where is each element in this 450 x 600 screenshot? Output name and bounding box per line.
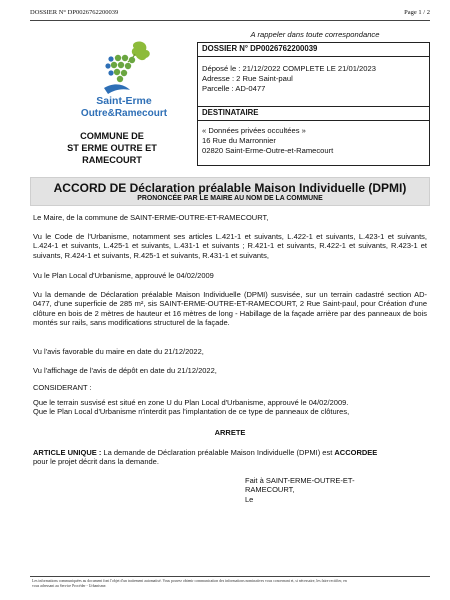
logo-line-1: Saint-Erme [96, 95, 152, 107]
footer-note [32, 579, 428, 589]
considerant-line-1: Que le terrain susvisé est situé en zone U du Plan Local d'Urbanisme, approuvé le 04/02/2009. [33, 398, 349, 407]
article-label: ARTICLE UNIQUE : [33, 448, 102, 457]
article-decision: ACCORDEE [334, 448, 378, 457]
plu-paragraph: Vu le Plan Local d'Urbanisme, approuvé le 04/02/2009 [33, 271, 214, 280]
accord-subtitle: PRONONCÉE PAR LE MAIRE AU NOM DE LA COMMUNE [137, 195, 323, 202]
logo-line-2: Outre&Ramecourt [80, 108, 168, 119]
depose-line: Déposé le : 21/12/2022 COMPLETE LE 21/01/2023 [202, 64, 376, 73]
footer-line-1: Les informations communiquées au document font l'objet d'un traitement automatisé. Vous pouvez obtenir communication des informations nominatives vous concernant et, si nécessaire, les faire rectifier, en [32, 579, 347, 583]
header-divider [30, 20, 430, 21]
commune-name [48, 130, 176, 166]
destinataire-line-1: « Données privées occultées » [202, 126, 306, 135]
destinataire-line-3: 02820 Saint-Erme-Outre-et-Ramecourt [202, 146, 334, 155]
signature-block [245, 476, 395, 504]
code-urbanisme-paragraph: Vu le Code de l'Urbanisme, notamment ses articles L.421-1 et suivants, L.422-1 et suivants, L.423-1 et suivants, L.424-1 et suivants, L.425-1 et suivants, L.431-1 et suivants ; R.421-1 et suivants, R.422-1 et suivants, R.423-1 et suivants, R.424-1 et suivants, R.425-1 et suivants, R.431-1 et suivants, [33, 232, 427, 260]
considerant-heading: CONSIDERANT : [33, 383, 92, 392]
commune-logo [78, 38, 170, 128]
maire-paragraph: Le Maire, de la commune de SAINT-ERME-OUTRE-ET-RAMECOURT, [33, 213, 269, 222]
rappel-note: A rappeler dans toute correspondance [250, 30, 380, 39]
header-page-number: Page 1 / 2 [404, 9, 430, 16]
footer-divider [30, 576, 430, 577]
parcelle-line: Parcelle : AD-0477 [202, 84, 266, 93]
commune-line-2: ST ERME OUTRE ET [67, 143, 157, 153]
dossier-box-title: DOSSIER N° DP0026762200039 [198, 43, 429, 57]
commune-line-3: RAMECOURT [82, 155, 142, 165]
considerant-line-2: Que le Plan Local d'Urbanisme n'interdit pas l'implantation de ce type de panneaux de clôtures, [33, 407, 350, 416]
arrete-heading: ARRETE [214, 428, 246, 437]
fait-line-1: Fait à SAINT-ERME-OUTRE-ET- [245, 476, 355, 485]
fait-line-3: Le [245, 494, 254, 504]
demande-paragraph: Vu la demande de Déclaration préalable Maison Individuelle (DPMI) susvisée, sur un terrain cadastré section AD-0477, d'une superficie de 285 m², sis SAINT-ERME-OUTRE-ET-RAMECOURT, 2 Rue Saint-paul, pour Création d'une clôture en bois de 2 mètres de hauteur et 16 mètres de long - Habillage de la façade arrière par des panneaux de bois montés sur rails, sans modifications structurel de la façade. [33, 290, 427, 328]
article-unique-paragraph [33, 448, 427, 457]
accord-title: ACCORD DE Déclaration préalable Maison Individuelle (DPMI) [53, 181, 407, 195]
fait-line-2: RAMECOURT, [245, 485, 295, 495]
commune-line-1: COMMUNE DE [80, 131, 144, 141]
dossier-box [197, 42, 430, 107]
footer-line-2: vous adressant au Service Procéder - Urbanisme. [32, 584, 107, 588]
destinataire-line-2: 16 Rue du Marronnier [202, 136, 276, 145]
article-tail: pour le projet décrit dans la demande. [33, 457, 159, 466]
adresse-line: Adresse : 2 Rue Saint-paul [202, 74, 293, 83]
page-header [30, 9, 430, 19]
accord-banner [30, 177, 430, 206]
grape-vine-icon [78, 38, 170, 128]
destinataire-box [197, 106, 430, 166]
affichage-paragraph: Vu l'affichage de l'avis de dépôt en date du 21/12/2022, [33, 366, 217, 375]
avis-paragraph: Vu l'avis favorable du maire en date du 21/12/2022, [33, 347, 204, 356]
article-text: La demande de Déclaration préalable Maison Individuelle (DPMI) est [101, 448, 335, 457]
destinataire-box-title: DESTINATAIRE [198, 107, 429, 121]
header-dossier: DOSSIER N° DP0026762200039 [30, 9, 119, 16]
